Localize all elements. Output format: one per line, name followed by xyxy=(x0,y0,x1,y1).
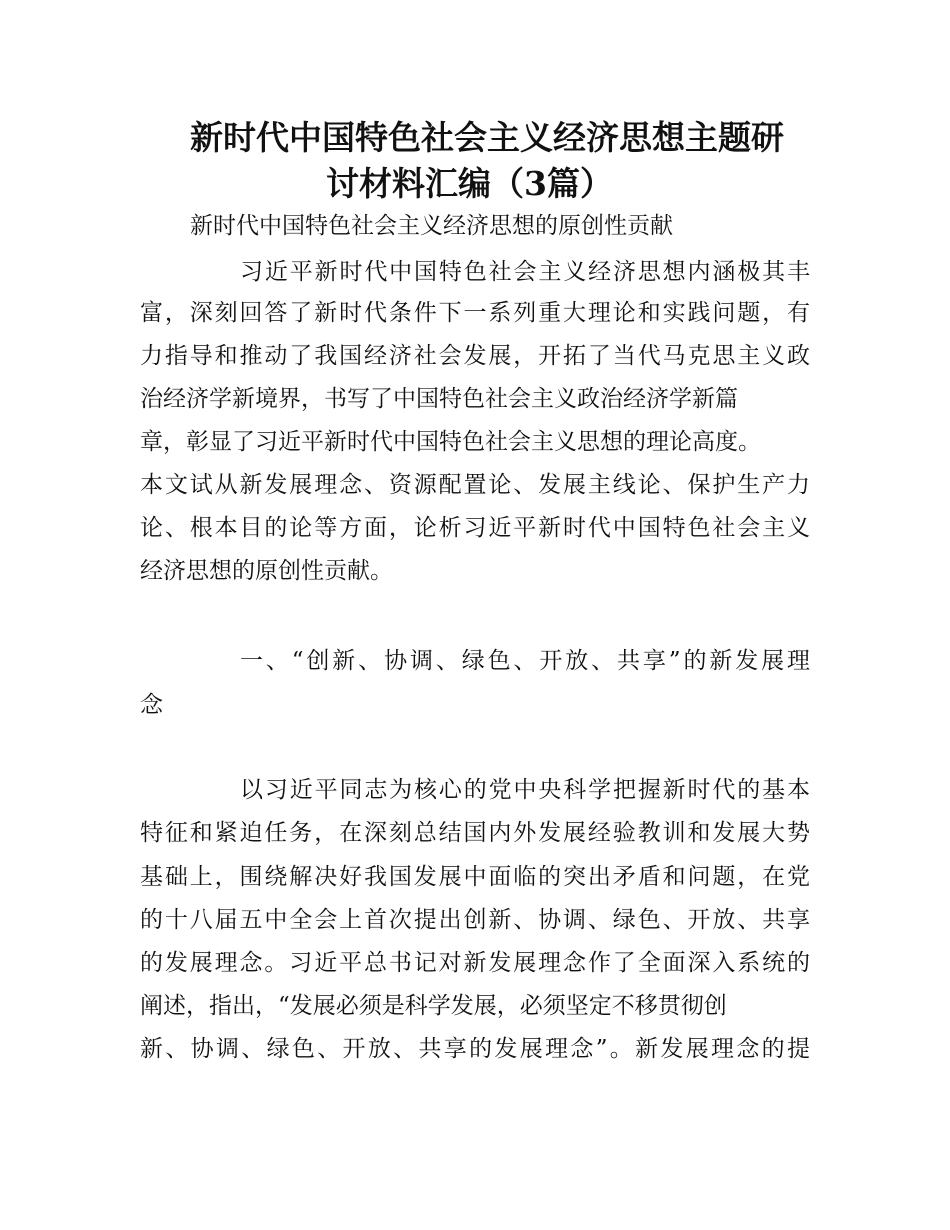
paragraph-2-line-6: 阐述，指出，“发展必须是科学发展，必须坚定不移贯彻创 xyxy=(140,993,727,1019)
paragraph-1-line-1: 习近平新时代中国特色社会主义经济思想内涵极其丰 xyxy=(240,259,810,285)
paragraph-2-line-1: 以习近平同志为核心的党中央科学把握新时代的基本 xyxy=(240,777,810,803)
paragraph-2-line-7: 新、协调、绿色、开放、共享的发展理念”。新发展理念的提 xyxy=(140,1036,810,1062)
paragraph-2-line-2: 特征和紧迫任务，在深刻总结国内外发展经验教训和发展大势 xyxy=(140,820,810,846)
paragraph-2-line-5: 的发展理念。习近平总书记对新发展理念作了全面深入系统的 xyxy=(140,950,810,976)
paragraph-1-line-6: 本文试从新发展理念、资源配置论、发展主线论、保护生产力 xyxy=(140,472,810,498)
section-heading-line-2: 念 xyxy=(140,692,163,718)
paragraph-1-line-4: 治经济学新境界，书写了中国特色社会主义政治经济学新篇 xyxy=(140,386,738,412)
subtitle: 新时代中国特色社会主义经济思想的原创性贡献 xyxy=(190,213,673,239)
paragraph-1-line-5: 章，彰显了习近平新时代中国特色社会主义思想的理论高度。 xyxy=(140,429,761,455)
paragraph-1-line-8: 经济思想的原创性贡献。 xyxy=(140,558,393,584)
document-title-line-1: 新时代中国特色社会主义经济思想主题研 xyxy=(190,118,784,157)
document-title-line-2: 讨材料汇编（3篇） xyxy=(326,164,613,203)
paragraph-1-line-2: 富，深刻回答了新时代条件下一系列重大理论和实践问题，有 xyxy=(140,300,810,326)
paragraph-2-line-3: 基础上，围绕解决好我国发展中面临的突出矛盾和问题，在党 xyxy=(140,864,810,890)
section-heading-line-1: 一、“创新、协调、绿色、开放、共享”的新发展理 xyxy=(240,648,810,674)
paragraph-2-line-4: 的十八届五中全会上首次提出创新、协调、绿色、开放、共享 xyxy=(140,907,810,933)
paragraph-1-line-3: 力指导和推动了我国经济社会发展，开拓了当代马克思主义政 xyxy=(140,343,810,369)
paragraph-1-line-7: 论、根本目的论等方面，论析习近平新时代中国特色社会主义 xyxy=(140,515,810,541)
